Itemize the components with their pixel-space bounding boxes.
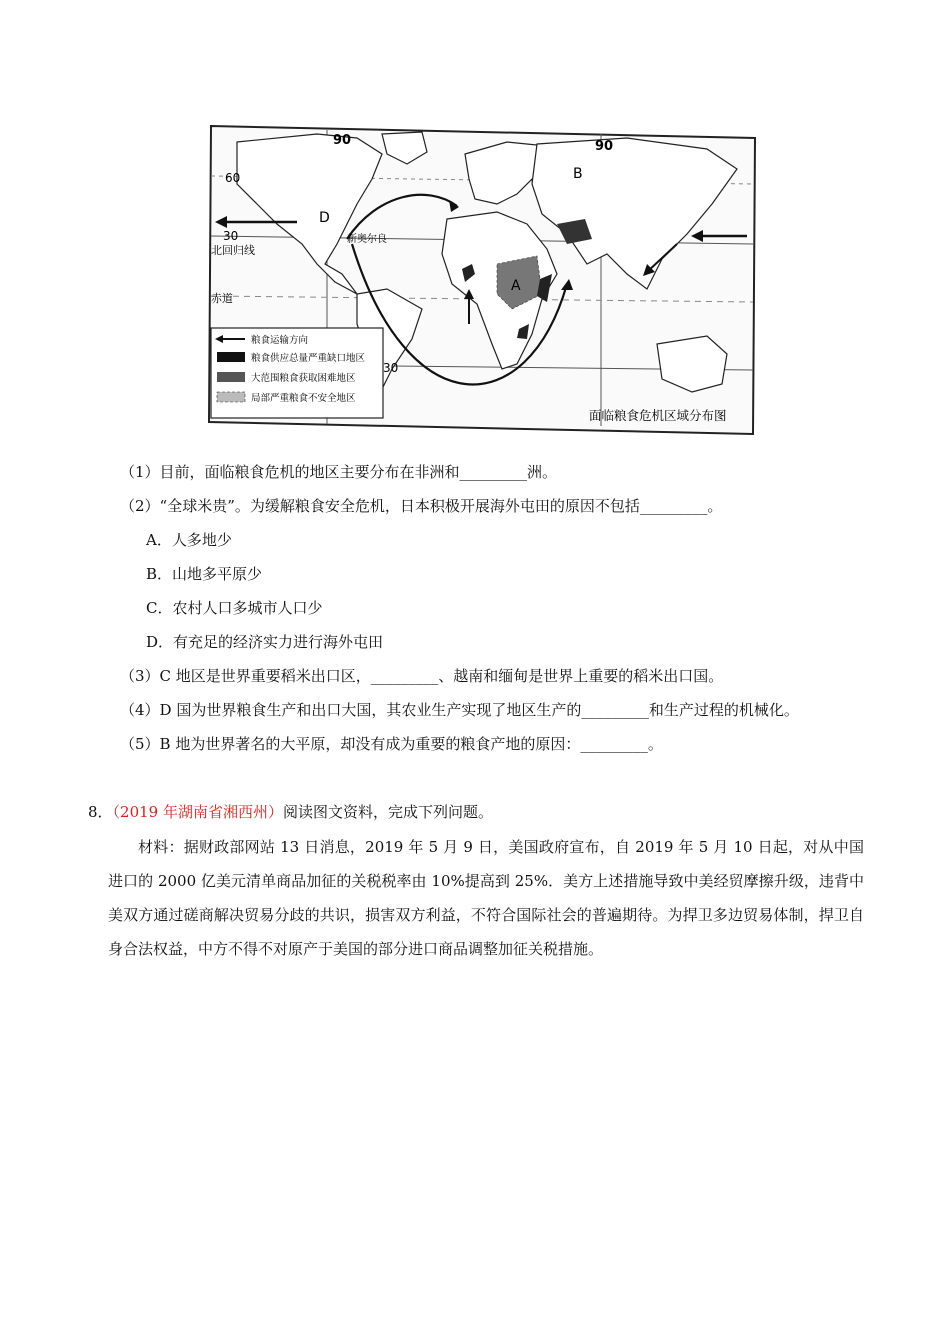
question-8-header bbox=[88, 802, 493, 822]
label-lat-30-bottom: 30 bbox=[383, 361, 399, 375]
question-2: （2）“全球米贵”。为缓解粮食安全危机，日本积极开展海外屯田的原因不包括_________。 bbox=[120, 497, 723, 515]
question-4: （4）D 国为世界粮食生产和出口大国，其农业生产实现了地区生产的_________和生产过程的机械化。 bbox=[120, 701, 799, 719]
question-8-material: 材料：据财政部网站 13 日消息，2019 年 5 月 9 日，美国政府宣布，自 2019 年 5 月 10 日起，对从中国进口的 2000 亿美元清单商品加征的关税税率由 10%提高到 25%．美方上述措施导致中美经贸摩擦升级，违背中美双方通过磋商解决贸易分歧的共识，损害双方利益，不符合国际社会的普遍期待。为捍卫多边贸易体制，捍卫自身合法权益，中方不得不对原产于美国的部分进口商品调整加征关税措施。 bbox=[108, 838, 864, 958]
legend-difficulty-swatch bbox=[217, 372, 245, 382]
label-equator: 赤道 bbox=[211, 292, 233, 305]
label-lon-left: 90 bbox=[333, 133, 352, 148]
label-tropic: 北回归线 bbox=[211, 244, 255, 257]
question-5: （5）B 地为世界著名的大平原，却没有成为重要的粮食产地的原因：_________。 bbox=[120, 735, 663, 753]
question-8-source: （2019 年湖南省湘西州） bbox=[112, 803, 283, 821]
question-3: （3）C 地区是世界重要稻米出口区，_________、越南和缅甸是世界上重要的稻米出口国。 bbox=[120, 667, 724, 685]
label-lat-60: 60 bbox=[225, 171, 241, 185]
legend-label-1: 粮食运输方向 bbox=[251, 335, 309, 346]
option-a: A．人多地少 bbox=[146, 531, 232, 549]
question-8-number: 8． bbox=[88, 803, 113, 821]
question-1: （1）目前，面临粮食危机的地区主要分布在非洲和_________洲。 bbox=[120, 463, 558, 481]
map-legend bbox=[211, 328, 383, 418]
legend-label-3: 大范围粮食获取困难地区 bbox=[251, 373, 356, 384]
label-region-a: A bbox=[511, 278, 521, 294]
option-c: C．农村人口多城市人口少 bbox=[146, 599, 323, 617]
legend-insecure-swatch bbox=[217, 392, 245, 402]
legend-label-4: 局部严重粮食不安全地区 bbox=[251, 393, 356, 404]
label-region-d: D bbox=[319, 210, 330, 226]
legend-label-2: 粮食供应总量严重缺口地区 bbox=[251, 353, 366, 364]
map-svg bbox=[207, 124, 759, 436]
question-8-prompt: 阅读图文资料，完成下列问题。 bbox=[283, 803, 494, 821]
map-title: 面临粮食危机区域分布图 bbox=[589, 408, 727, 423]
option-d: D．有充足的经济实力进行海外屯田 bbox=[146, 633, 384, 651]
label-new-orleans: 新奥尔良 bbox=[347, 234, 387, 245]
label-lon-right: 90 bbox=[595, 139, 614, 154]
option-b: B．山地多平原少 bbox=[146, 565, 263, 583]
grain-crisis-map bbox=[207, 124, 759, 436]
label-lat-30-top: 30 bbox=[223, 229, 239, 243]
label-region-b: B bbox=[573, 166, 583, 182]
legend-severe-swatch bbox=[217, 352, 245, 362]
